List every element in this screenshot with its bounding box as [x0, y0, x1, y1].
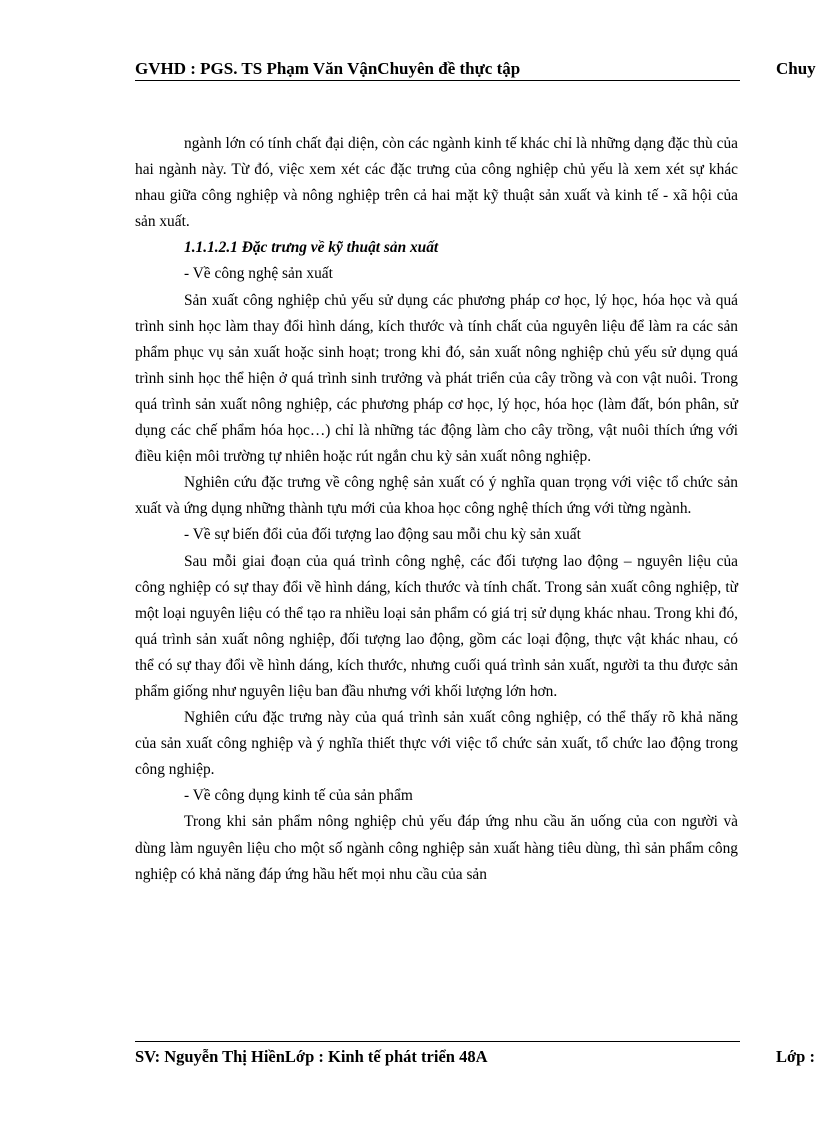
footer-right-text: Lớp :: [776, 1047, 815, 1066]
paragraph-6: Trong khi sản phẩm nông nghiệp chủ yếu đáp ứng nhu cầu ăn uống của con người và dùng làm nguyên liệu cho một số ngành công nghiệp sản xuất hàng tiêu dùng, thì sản phẩm công nghiệp có khả năng đáp ứng hầu hết mọi nhu cầu của sản: [135, 813, 738, 883]
bullet-labor-object: - Về sự biến đổi của đối tượng lao động sau mỗi chu kỳ sản xuất: [184, 526, 581, 544]
paragraph-4: Sau mỗi giai đoạn của quá trình công nghệ, các đối tượng lao động – nguyên liệu của công nghiệp có sự thay đổi về hình dáng, kích thước và tính chất. Trong sản xuất công nghiệp, từ một loại nguyên liệu có thể tạo ra nhiều loại sản phẩm có giá trị sử dụng khác nhau. Trong khi đó, quá trình sản xuất nông nghiệp, đối tượng lao động, gồm các loại động, thực vật khác nhau, có thể có sự thay đổi về hình dáng, kích thước, nhưng cuối quá trình sản xuất, người ta thu được sản phẩm giống như nguyên liệu ban đầu nhưng với khối lượng lớn hơn.: [135, 552, 738, 700]
paragraph-5: Nghiên cứu đặc trưng này của quá trình sản xuất công nghiệp, có thể thấy rõ khả năng của sản xuất công nghiệp và ý nghĩa thiết thực với việc tổ chức sản xuất, tổ chức lao động trong công nghiệp.: [135, 709, 738, 779]
paragraph-1: ngành lớn có tính chất đại diện, còn các ngành kinh tế khác chỉ là những dạng đặc thù của hai ngành này. Từ đó, việc xem xét các đặc trưng của công nghiệp chủ yếu là xem xét sự khác nhau giữa công nghiệp và nông nghiệp trên cả hai mặt kỹ thuật sản xuất và kinh tế - xã hội của sản xuất.: [135, 135, 738, 231]
section-heading: 1.1.1.2.1 Đặc trưng về kỹ thuật sản xuất: [184, 239, 439, 257]
footer-left-text: SV: Nguyễn Thị HiềnLớp : Kinh tế phát triển 48A: [135, 1047, 488, 1066]
footer-rule: [135, 1041, 740, 1042]
bullet-economic-use: - Về công dụng kinh tế của sản phẩm: [184, 787, 413, 805]
paragraph-3: Nghiên cứu đặc trưng về công nghệ sản xuất có ý nghĩa quan trọng với việc tổ chức sản xuất và ứng dụng những thành tựu mới của khoa học công nghệ thích ứng với từng ngành.: [135, 474, 738, 518]
header-right-text: Chuy: [776, 59, 816, 78]
paragraph-2: Sản xuất công nghiệp chủ yếu sử dụng các phương pháp cơ học, lý học, hóa học và quá trình sinh học làm thay đổi hình dáng, kích thước và tính chất của nguyên liệu để làm ra các sản phẩm phục vụ sản xuất hoặc sinh hoạt; trong khi đó, sản xuất nông nghiệp chủ yếu sử dụng quá trình sinh học thể hiện ở quá trình sinh trưởng và phát triển của cây trồng và con vật nuôi. Trong quá trình sản xuất nông nghiệp, các phương pháp cơ học, lý học, hóa học (làm đất, bón phân, sử dụng các chế phẩm hóa học…) chỉ là những tác động làm cho cây trồng, vật nuôi thích ứng với điều kiện môi trường tự nhiên hoặc rút ngắn chu kỳ sản xuất nông nghiệp.: [135, 291, 738, 466]
header-left-text: GVHD : PGS. TS Phạm Văn VậnChuyên đề thực tập: [135, 59, 521, 78]
document-body: [135, 131, 738, 888]
bullet-technology: - Về công nghệ sản xuất: [184, 265, 333, 283]
header-rule: [135, 80, 740, 81]
